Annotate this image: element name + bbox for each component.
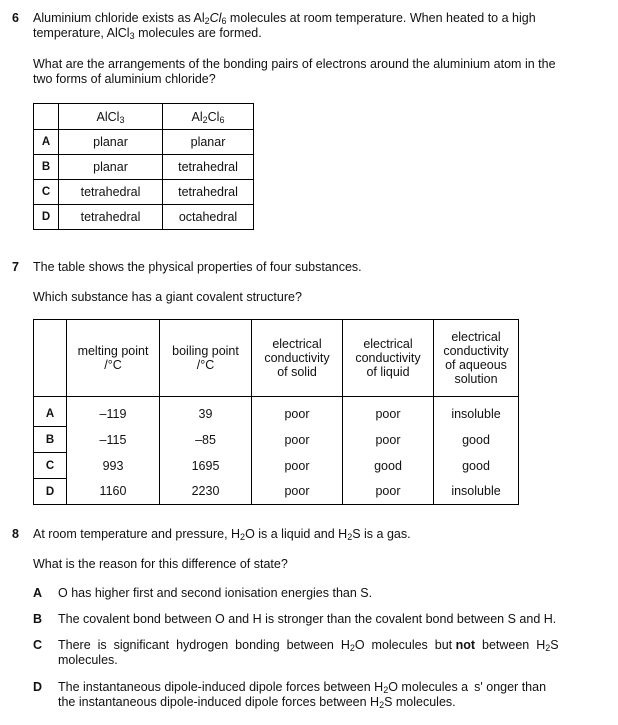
q6-row: [34, 130, 254, 155]
q7-header-boiling-point: boiling point /°C: [160, 320, 252, 397]
q8-intro: At room temperature and pressure, $H_2O$ is a liquid and $H_2S$ is a gas.: [33, 527, 411, 542]
q7-header-conductivity-solid: electrical conductivity of solid: [252, 320, 343, 397]
q7-cell-liquid: poor: [343, 397, 434, 427]
q7-cell-liquid: poor: [343, 427, 434, 453]
q6-cell-al2cl6: octahedral: [163, 205, 254, 230]
q6-question: What are the arrangements of the bonding pairs of electrons around the aluminium atom in the two forms of aluminium chloride?: [33, 57, 556, 86]
q7-row-letter: B: [34, 427, 67, 453]
q8-option-b-text: The covalent bond between O and H is stronger than the covalent bond between S and H.: [58, 612, 557, 626]
q8-option-b-letter: B: [33, 612, 43, 626]
q6-row-letter: C: [34, 180, 59, 205]
q7-header-melting-point: melting point /°C: [67, 320, 160, 397]
q7-header-conductivity-aqueous: electrical conductivity of aqueous solution: [434, 320, 519, 397]
q7-cell-solid: poor: [252, 397, 343, 427]
q8-option-d-letter: D: [33, 680, 43, 694]
q6-cell-alcl3: tetrahedral: [59, 205, 163, 230]
q8-question: What is the reason for this difference of state?: [33, 557, 288, 571]
q7-row: [34, 397, 519, 427]
q7-cell-aqueous: good: [434, 427, 519, 453]
q7-cell-aqueous: insoluble: [434, 397, 519, 427]
q7-cell-bp: 1695: [160, 453, 252, 479]
q7-cell-bp: 39: [160, 397, 252, 427]
q7-cell-mp: –119: [67, 397, 160, 427]
q7-header-blank: [34, 320, 67, 397]
q7-row-letter: D: [34, 479, 67, 505]
q7-row-letter: A: [34, 397, 67, 427]
q6-table: [33, 103, 254, 230]
q6-number: 6: [12, 11, 19, 25]
q6-row-letter: B: [34, 155, 59, 180]
q7-cell-aqueous: insoluble: [434, 479, 519, 505]
q7-cell-mp: 993: [67, 453, 160, 479]
q6-cell-alcl3: planar: [59, 130, 163, 155]
q7-cell-solid: poor: [252, 427, 343, 453]
q7-header-conductivity-liquid: electrical conductivity of liquid: [343, 320, 434, 397]
q7-cell-bp: –85: [160, 427, 252, 453]
q8-option-d-text: The instantaneous dipole-induced dipole forces between $H_2O$ molecules a s' onger than the instantaneous dipole-induced dipole forces between $H_2S$ molecules.: [58, 680, 547, 710]
q6-row-letter: A: [34, 130, 59, 155]
q6-stem: Aluminium chloride exists as $Al_2Cl_6$ molecules at room temperature. When heated to a high temperature, AlCl$_3$ molecules are formed.: [33, 11, 536, 41]
q7-cell-liquid: poor: [343, 479, 434, 505]
q6-cell-al2cl6: tetrahedral: [163, 180, 254, 205]
q8-option-c-text: There is significant hydrogen bonding between $H_2O$ molecules but not between $H_2S$ molecules.: [58, 638, 559, 667]
q6-header-alcl3: AlCl$_3$: [59, 104, 163, 130]
q8-number: 8: [12, 527, 19, 541]
q6-row: [34, 155, 254, 180]
q6-header-al2cl6: $Al_2Cl_6$: [163, 104, 254, 130]
q6-cell-alcl3: tetrahedral: [59, 180, 163, 205]
q7-cell-solid: poor: [252, 479, 343, 505]
q6-cell-alcl3: planar: [59, 155, 163, 180]
q6-header-blank: [34, 104, 59, 130]
q6-cell-al2cl6: planar: [163, 130, 254, 155]
q7-cell-liquid: good: [343, 453, 434, 479]
q7-row-letter: C: [34, 453, 67, 479]
q7-row: [34, 427, 519, 453]
q7-cell-mp: –115: [67, 427, 160, 453]
q6-cell-al2cl6: tetrahedral: [163, 155, 254, 180]
q7-number: 7: [12, 260, 19, 274]
q7-cell-bp: 2230: [160, 479, 252, 505]
q6-row-letter: D: [34, 205, 59, 230]
q7-row: [34, 479, 519, 505]
q7-row: [34, 453, 519, 479]
q6-row: [34, 205, 254, 230]
q7-table: [33, 319, 519, 505]
q7-intro: The table shows the physical properties of four substances.: [33, 260, 362, 274]
q8-option-a-letter: A: [33, 586, 43, 600]
q7-question: Which substance has a giant covalent structure?: [33, 290, 302, 304]
q8-option-c-letter: C: [33, 638, 43, 652]
q7-cell-mp: 1160: [67, 479, 160, 505]
q7-cell-solid: poor: [252, 453, 343, 479]
q7-cell-aqueous: good: [434, 453, 519, 479]
q8-option-a-text: O has higher first and second ionisation energies than S.: [58, 586, 373, 600]
q6-row: [34, 180, 254, 205]
